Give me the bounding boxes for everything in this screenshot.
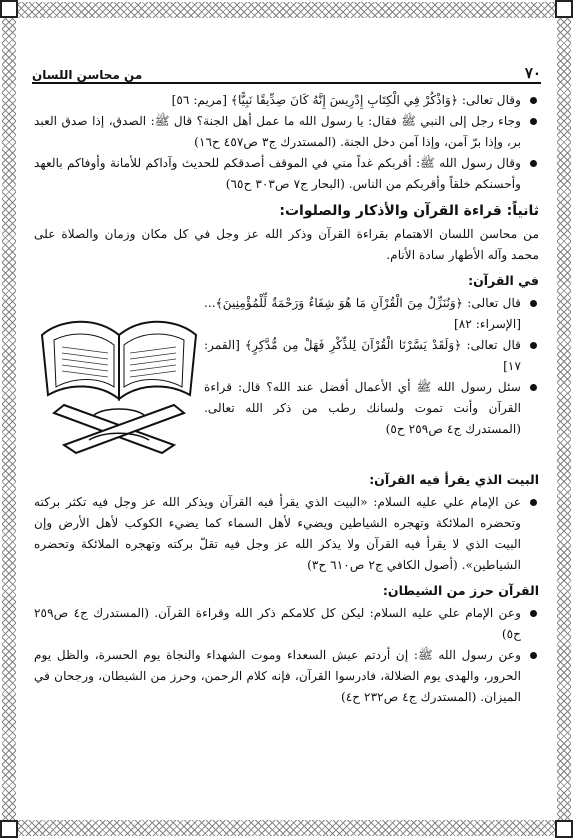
- top-border: [2, 2, 571, 18]
- corner-ornament: [0, 820, 18, 838]
- list-item: وقال تعالى: ﴿وَاذْكُرْ فِي الْكِتَابِ إِدْرِيسَ إِنَّهُ كَانَ صِدِّيقًا نَبِيًّا﴾ [مريم: ٥٦]: [34, 90, 539, 111]
- subsection-heading: القرآن حرز من الشيطان:: [382, 583, 539, 598]
- page-header: [32, 60, 541, 84]
- list-item: وعن الإمام علي عليه السلام: ليكن كل كلامكم ذكر الله وقراءة القرآن. (المستدرك ج٤ ص٢٥٩ ح٥): [34, 603, 539, 645]
- page-content: [34, 90, 539, 708]
- list-item: وجاء رجل إلى النبي ﷺ فقال: يا رسول الله ما عمل أهل الجنة؟ قال ﷺ: الصدق، إذا صدق العبد بر، وإذا برّ آمن، وإذا آمن دخل الجنة. (المستدرك ج٣ ص٤٥٧ ح١٦): [34, 111, 539, 153]
- running-title: من محاسن اللسان: [32, 68, 143, 82]
- list-item: سئل رسول الله ﷺ أي الأعمال أفضل عند الله؟ قال: قراءة القرآن وأنت تموت ولسانك رطب من ذكر الله تعالى. (المستدرك ج٤ ص٢٥٩ ح٥): [204, 377, 539, 440]
- page-number: ٧٠: [524, 64, 541, 82]
- list-item: وقال رسول الله ﷺ: أقربكم غداً مني في الموقف أصدقكم للحديث وآداكم للأمانة وأوفاكم بالعهد وأحسنكم خلقاً وأقربكم من الناس. (البحار ج٧ ص٣٠٣ ح٦٥): [34, 153, 539, 195]
- left-border: [2, 2, 16, 836]
- open-quran-on-stand-illustration: [34, 295, 204, 465]
- intro-paragraph: من محاسن اللسان الاهتمام بقراءة القرآن وذكر الله عز وجل في كل مكان وزمان والصلاة على محمد وآله الأطهار سادة الأنام.: [34, 227, 539, 262]
- subsection-heading: البيت الذي يقرأ فيه القرآن:: [369, 472, 539, 487]
- corner-ornament: [555, 0, 573, 18]
- list-item: قال تعالى: ﴿وَلَقَدْ يَسَّرْنَا الْقُرْآنَ لِلذِّكْرِ فَهَلْ مِن مُّدَّكِرٍ﴾ [القمر: ١٧]: [204, 335, 539, 377]
- subsection-heading: في القرآن:: [468, 273, 539, 288]
- quran-section: [34, 293, 539, 465]
- corner-ornament: [0, 0, 18, 18]
- corner-ornament: [555, 820, 573, 838]
- list-item: قال تعالى: ﴿وَنُنَزِّلُ مِنَ الْقُرْآنِ مَا هُوَ شِفَاءٌ وَرَحْمَةٌ لِّلْمُؤْمِنِينَ﴾... [الإسراء: ٨٢]: [204, 293, 539, 335]
- bottom-border: [2, 820, 571, 836]
- right-border: [557, 2, 571, 836]
- quran-text: [204, 293, 539, 465]
- section-heading: ثانياً: قراءة القرآن والأذكار والصلوات:: [279, 203, 539, 219]
- list-item: عن الإمام علي عليه السلام: «البيت الذي يقرأ فيه القرآن ويذكر الله عز وجل فيه تكثر بركته وتحضره الملائكة وتهجره الشياطين ويضيء لأهل السماء كما يضيء الكوكب لأهل الأرض وإن البيت الذي لا يقرأ فيه القرآن ولا يذكر الله عز وجل فيه تقلّ بركته وتهجره الملائكة وتحضره الشياطين». (أصول الكافي ج٢ ص٦١٠ ح٣): [34, 492, 539, 576]
- list-item: وعن رسول الله ﷺ: إن أردتم عيش السعداء وموت الشهداء والنجاة يوم الحسرة، والظل يوم الحرور، والهدى يوم الضلالة، فادرسوا القرآن، فإنه كلام الرحمن، وحرز من الشيطان، ورجحان في الميزان. (المستدرك ج٤ ص٢٣٢ ح٤): [34, 645, 539, 708]
